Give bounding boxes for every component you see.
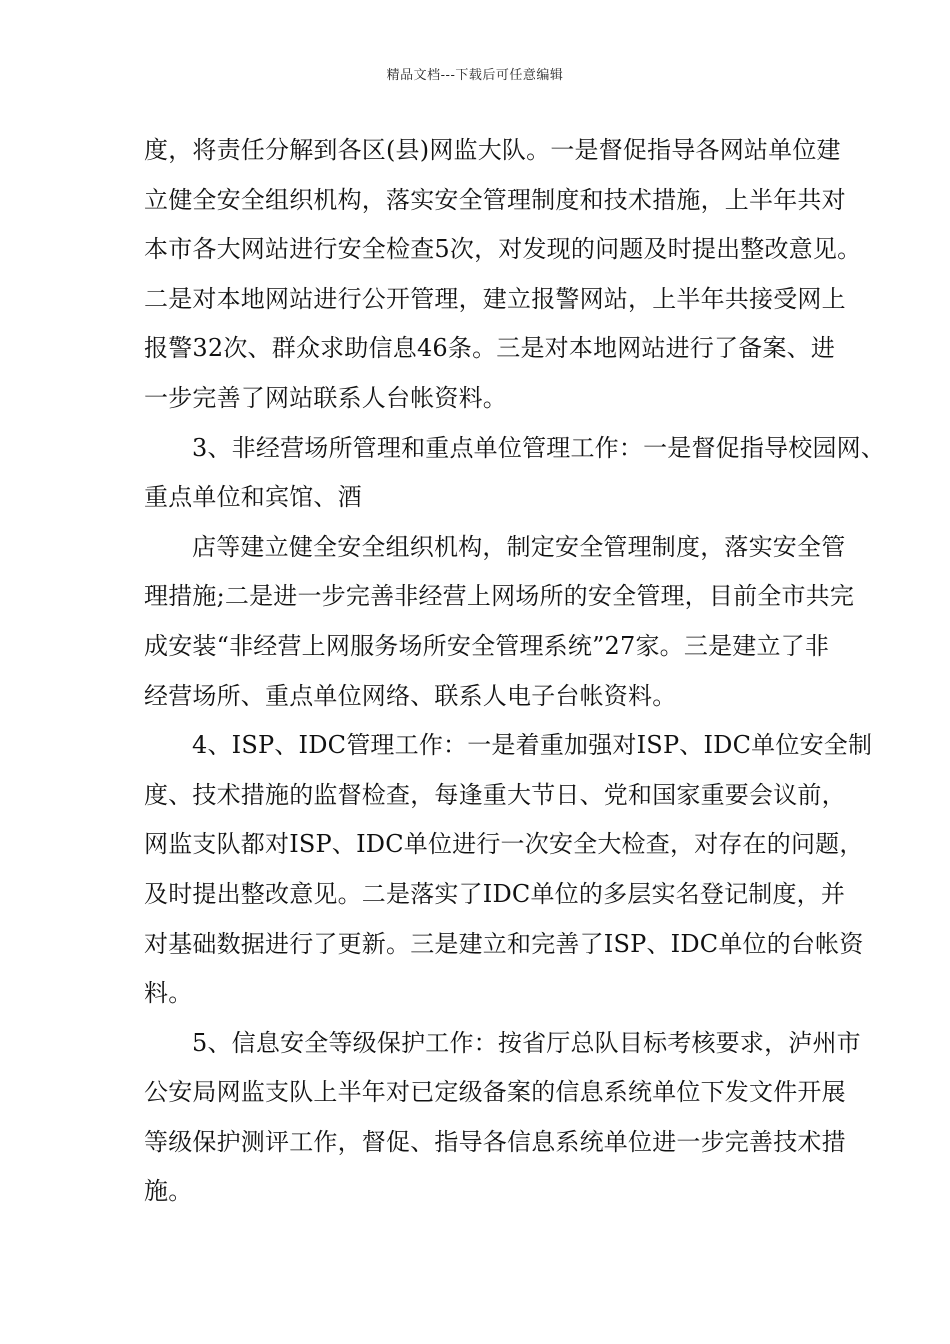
document-body <box>144 126 886 1217</box>
page-header: 精品文档---下载后可任意编辑 <box>386 68 564 83</box>
body-line: 二是对本地网站进行公开管理，建立报警网站，上半年共接受网上 <box>144 284 846 313</box>
body-line: 施。 <box>144 1177 193 1206</box>
body-line: 及时提出整改意见。二是落实了IDC单位的多层实名登记制度，并 <box>144 879 846 908</box>
body-line: 度、技术措施的监督检查，每逢重大节日、党和国家重要会议前， <box>144 780 846 809</box>
body-line: 等级保护测评工作，督促、指导各信息系统单位进一步完善技术措 <box>144 1127 846 1156</box>
body-line: 一步完善了网站联系人台帐资料。 <box>144 383 507 412</box>
body-line: 本市各大网站进行安全检查5次，对发现的问题及时提出整改意见。 <box>144 235 862 264</box>
body-line: 报警32次、群众求助信息46条。三是对本地网站进行了备案、进 <box>144 334 836 363</box>
body-line: 成安装“非经营上网服务场所安全管理系统”27家。三是建立了非 <box>144 631 830 660</box>
body-line: 公安局网监支队上半年对已定级备案的信息系统单位下发文件开展 <box>144 1078 846 1107</box>
body-line: 料。 <box>144 979 193 1008</box>
body-line: 网监支队都对ISP、IDC单位进行一次安全大检查，对存在的问题， <box>144 830 864 859</box>
body-line: 店等建立健全安全组织机构，制定安全管理制度，落实安全管 <box>192 532 846 561</box>
body-line: 立健全安全组织机构，落实安全管理制度和技术措施，上半年共对 <box>144 185 846 214</box>
body-line: 度，将责任分解到各区(县)网监大队。一是督促指导各网站单位建 <box>144 136 841 164</box>
body-line: 对基础数据进行了更新。三是建立和完善了ISP、IDC单位的台帐资 <box>144 929 864 958</box>
body-line: 理措施;二是进一步完善非经营上网场所的安全管理，目前全市共完 <box>144 582 855 611</box>
section-5-line: 5、信息安全等级保护工作：按省厅总队目标考核要求，泸州市 <box>192 1028 861 1057</box>
section-4-line: 4、ISP、IDC管理工作：一是着重加强对ISP、IDC单位安全制 <box>192 731 873 760</box>
body-line: 经营场所、重点单位网络、联系人电子台帐资料。 <box>144 681 677 710</box>
body-line: 重点单位和宾馆、酒 <box>144 483 362 512</box>
section-3-line: 3、非经营场所管理和重点单位管理工作：一是督促指导校园网、 <box>192 433 886 462</box>
